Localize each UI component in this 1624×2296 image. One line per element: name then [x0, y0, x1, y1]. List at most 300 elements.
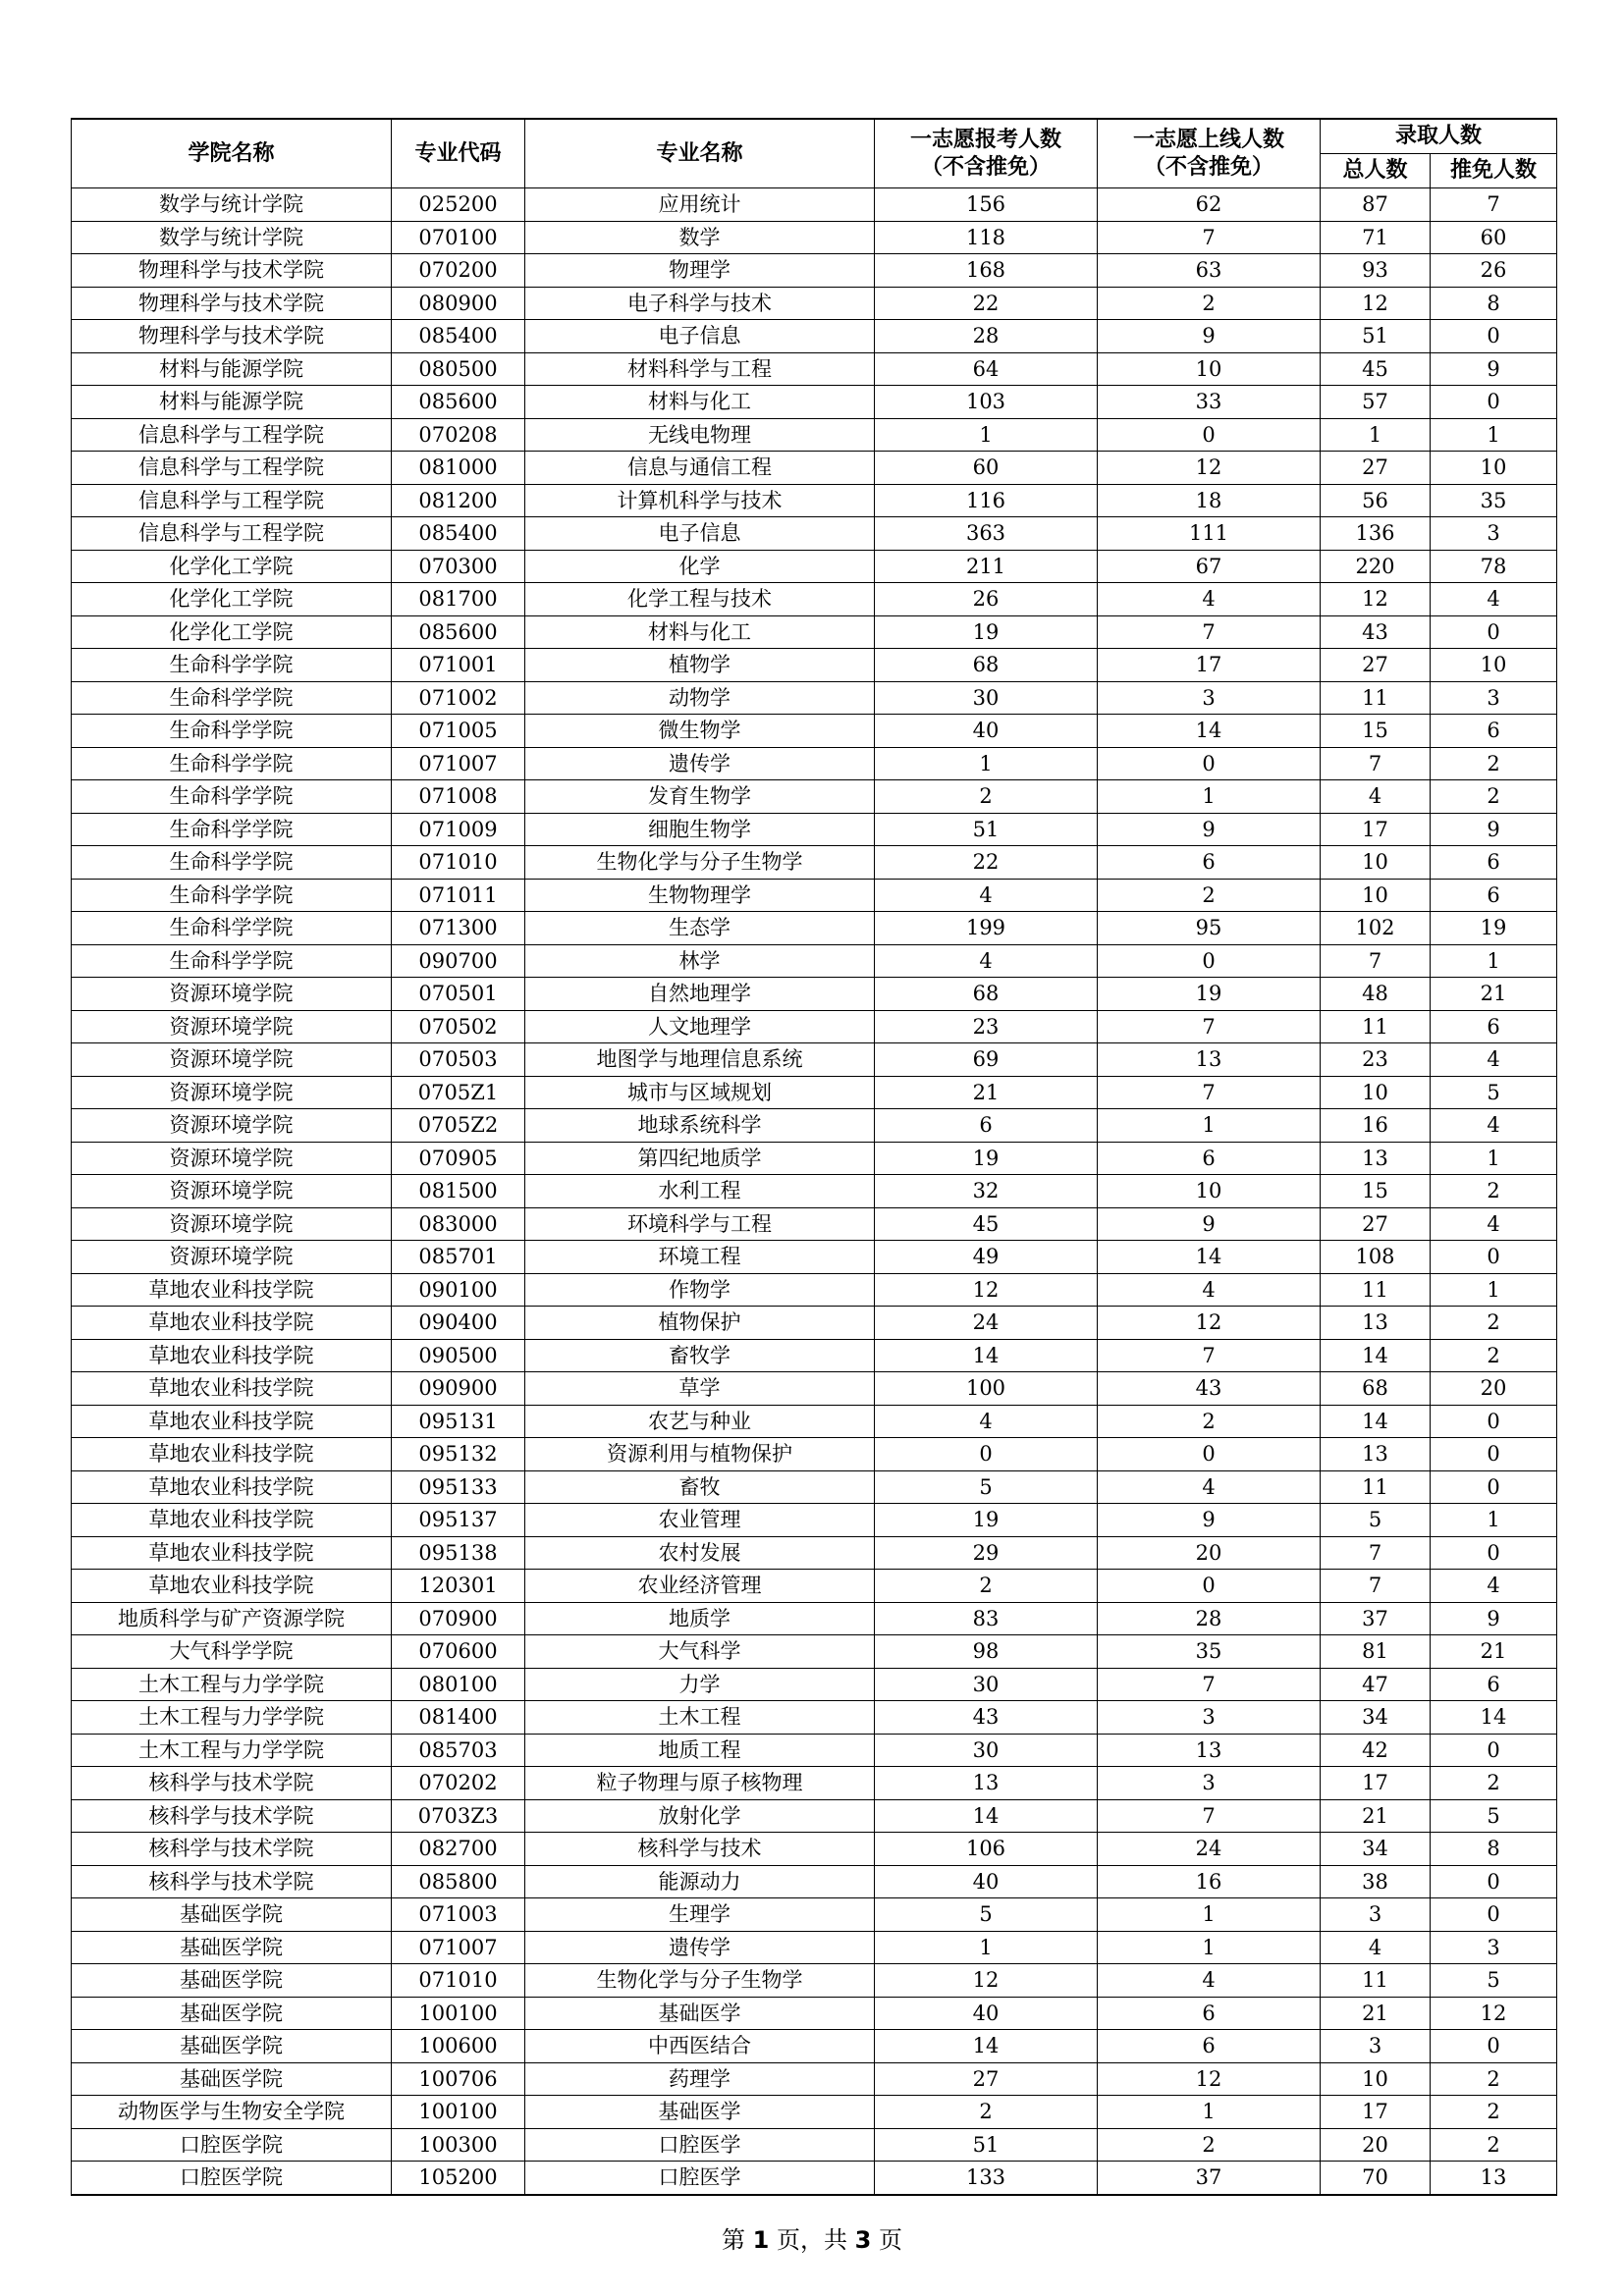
cell-college: 土木工程与力学学院	[72, 1734, 392, 1767]
cell-college: 信息科学与工程学院	[72, 452, 392, 485]
cell-major-code: 095137	[392, 1504, 525, 1537]
table-row	[72, 1504, 1557, 1537]
table-row	[72, 484, 1557, 517]
cell-admitted-total: 21	[1321, 1799, 1431, 1833]
cell-passed: 4	[1098, 1273, 1321, 1307]
cell-major-name: 资源利用与植物保护	[525, 1438, 875, 1471]
cell-major-name: 化学	[525, 550, 875, 583]
cell-applicants: 83	[875, 1602, 1098, 1635]
cell-passed: 6	[1098, 1997, 1321, 2030]
cell-admitted-exempt: 7	[1431, 188, 1557, 222]
cell-college: 信息科学与工程学院	[72, 484, 392, 517]
cell-major-name: 材料与化工	[525, 615, 875, 649]
cell-passed: 63	[1098, 254, 1321, 288]
cell-major-code: 100706	[392, 2062, 525, 2096]
cell-college: 物理科学与技术学院	[72, 320, 392, 353]
cell-admitted-total: 102	[1321, 912, 1431, 945]
cell-admitted-total: 5	[1321, 1504, 1431, 1537]
cell-major-name: 生理学	[525, 1898, 875, 1932]
table-row	[72, 583, 1557, 616]
cell-admitted-total: 13	[1321, 1307, 1431, 1340]
cell-college: 物理科学与技术学院	[72, 254, 392, 288]
cell-admitted-exempt: 0	[1431, 2030, 1557, 2063]
table-row	[72, 352, 1557, 386]
cell-major-name: 农业经济管理	[525, 1570, 875, 1603]
footer-page-number: 1	[752, 2226, 770, 2254]
cell-major-name: 生物物理学	[525, 879, 875, 912]
cell-admitted-total: 47	[1321, 1668, 1431, 1701]
cell-major-code: 085701	[392, 1241, 525, 1274]
table-row	[72, 1635, 1557, 1669]
cell-admitted-total: 220	[1321, 550, 1431, 583]
cell-major-code: 071002	[392, 681, 525, 715]
cell-admitted-exempt: 14	[1431, 1701, 1557, 1735]
cell-passed: 6	[1098, 846, 1321, 880]
cell-major-name: 草学	[525, 1372, 875, 1406]
cell-admitted-exempt: 2	[1431, 1175, 1557, 1208]
cell-admitted-total: 1	[1321, 418, 1431, 452]
cell-applicants: 1	[875, 747, 1098, 780]
cell-admitted-exempt: 4	[1431, 1207, 1557, 1241]
table-row	[72, 1043, 1557, 1077]
cell-major-code: 081700	[392, 583, 525, 616]
table-row	[72, 1931, 1557, 1964]
cell-major-code: 070503	[392, 1043, 525, 1077]
cell-major-code: 120301	[392, 1570, 525, 1603]
cell-major-code: 071300	[392, 912, 525, 945]
cell-major-code: 095132	[392, 1438, 525, 1471]
cell-passed: 12	[1098, 2062, 1321, 2096]
table-row	[72, 1438, 1557, 1471]
cell-passed: 2	[1098, 879, 1321, 912]
cell-passed: 4	[1098, 1470, 1321, 1504]
table-row	[72, 1076, 1557, 1109]
cell-applicants: 68	[875, 649, 1098, 682]
table-row	[72, 1898, 1557, 1932]
cell-admitted-exempt: 2	[1431, 2096, 1557, 2129]
cell-passed: 12	[1098, 452, 1321, 485]
cell-major-code: 085600	[392, 615, 525, 649]
cell-passed: 37	[1098, 2162, 1321, 2195]
cell-college: 动物医学与生物安全学院	[72, 2096, 392, 2129]
table-row	[72, 1109, 1557, 1143]
cell-admitted-exempt: 6	[1431, 1010, 1557, 1043]
cell-major-name: 核科学与技术	[525, 1833, 875, 1866]
cell-applicants: 156	[875, 188, 1098, 222]
table-row	[72, 2162, 1557, 2195]
cell-college: 数学与统计学院	[72, 221, 392, 254]
cell-college: 资源环境学院	[72, 1241, 392, 1274]
cell-admitted-total: 38	[1321, 1865, 1431, 1898]
cell-major-name: 材料与化工	[525, 386, 875, 419]
cell-passed: 28	[1098, 1602, 1321, 1635]
cell-passed: 95	[1098, 912, 1321, 945]
cell-passed: 2	[1098, 287, 1321, 320]
table-row	[72, 2096, 1557, 2129]
cell-admitted-exempt: 0	[1431, 320, 1557, 353]
cell-major-name: 遗传学	[525, 1931, 875, 1964]
cell-passed: 24	[1098, 1833, 1321, 1866]
cell-admitted-exempt: 0	[1431, 1241, 1557, 1274]
cell-admitted-total: 7	[1321, 747, 1431, 780]
cell-college: 生命科学学院	[72, 846, 392, 880]
table-row	[72, 2030, 1557, 2063]
table-row	[72, 550, 1557, 583]
cell-admitted-total: 10	[1321, 879, 1431, 912]
cell-major-name: 电子信息	[525, 517, 875, 551]
cell-passed: 19	[1098, 978, 1321, 1011]
cell-admitted-total: 17	[1321, 813, 1431, 846]
cell-admitted-total: 81	[1321, 1635, 1431, 1669]
cell-applicants: 4	[875, 879, 1098, 912]
cell-major-name: 农业管理	[525, 1504, 875, 1537]
cell-major-code: 080900	[392, 287, 525, 320]
cell-applicants: 6	[875, 1109, 1098, 1143]
table-row	[72, 1570, 1557, 1603]
cell-passed: 1	[1098, 2096, 1321, 2129]
cell-major-name: 地质工程	[525, 1734, 875, 1767]
table-row	[72, 1405, 1557, 1438]
header-passed-line2: （不含推免）	[1143, 154, 1273, 180]
cell-applicants: 13	[875, 1767, 1098, 1800]
cell-applicants: 1	[875, 1931, 1098, 1964]
cell-major-name: 数学	[525, 221, 875, 254]
cell-college: 基础医学院	[72, 2030, 392, 2063]
cell-passed: 7	[1098, 221, 1321, 254]
cell-admitted-exempt: 8	[1431, 287, 1557, 320]
cell-admitted-exempt: 9	[1431, 813, 1557, 846]
cell-major-code: 071001	[392, 649, 525, 682]
cell-major-code: 085600	[392, 386, 525, 419]
cell-applicants: 1	[875, 418, 1098, 452]
header-college: 学院名称	[72, 119, 392, 188]
cell-major-code: 100300	[392, 2128, 525, 2162]
cell-passed: 62	[1098, 188, 1321, 222]
table-row	[72, 1372, 1557, 1406]
table-row	[72, 188, 1557, 222]
cell-college: 核科学与技术学院	[72, 1833, 392, 1866]
footer-total-pages: 3	[854, 2226, 872, 2254]
cell-admitted-total: 17	[1321, 1767, 1431, 1800]
cell-passed: 7	[1098, 1668, 1321, 1701]
cell-applicants: 69	[875, 1043, 1098, 1077]
cell-admitted-total: 108	[1321, 1241, 1431, 1274]
cell-admitted-exempt: 4	[1431, 1043, 1557, 1077]
cell-admitted-exempt: 1	[1431, 1273, 1557, 1307]
cell-major-name: 土木工程	[525, 1701, 875, 1735]
cell-college: 草地农业科技学院	[72, 1405, 392, 1438]
cell-admitted-exempt: 0	[1431, 1865, 1557, 1898]
cell-passed: 17	[1098, 649, 1321, 682]
cell-college: 草地农业科技学院	[72, 1372, 392, 1406]
cell-major-name: 应用统计	[525, 188, 875, 222]
page-footer	[0, 2220, 1624, 2255]
cell-admitted-exempt: 60	[1431, 221, 1557, 254]
cell-applicants: 51	[875, 2128, 1098, 2162]
cell-admitted-exempt: 1	[1431, 1142, 1557, 1175]
cell-major-name: 基础医学	[525, 2096, 875, 2129]
cell-admitted-total: 51	[1321, 320, 1431, 353]
cell-admitted-exempt: 2	[1431, 1767, 1557, 1800]
table-row	[72, 221, 1557, 254]
cell-passed: 9	[1098, 1504, 1321, 1537]
cell-passed: 2	[1098, 1405, 1321, 1438]
cell-major-name: 林学	[525, 944, 875, 978]
cell-passed: 7	[1098, 615, 1321, 649]
cell-admitted-total: 11	[1321, 1964, 1431, 1998]
cell-college: 资源环境学院	[72, 1109, 392, 1143]
cell-applicants: 2	[875, 1570, 1098, 1603]
cell-applicants: 116	[875, 484, 1098, 517]
cell-admitted-exempt: 2	[1431, 1339, 1557, 1372]
table-row	[72, 879, 1557, 912]
cell-major-name: 物理学	[525, 254, 875, 288]
cell-admitted-total: 34	[1321, 1833, 1431, 1866]
cell-major-code: 071007	[392, 747, 525, 780]
cell-college: 生命科学学院	[72, 715, 392, 748]
cell-major-name: 作物学	[525, 1273, 875, 1307]
cell-admitted-exempt: 0	[1431, 1438, 1557, 1471]
footer-suffix: 页	[871, 2226, 902, 2254]
cell-major-name: 植物保护	[525, 1307, 875, 1340]
table-row	[72, 1536, 1557, 1570]
cell-admitted-total: 68	[1321, 1372, 1431, 1406]
cell-passed: 3	[1098, 1701, 1321, 1735]
cell-major-name: 电子信息	[525, 320, 875, 353]
cell-major-name: 信息与通信工程	[525, 452, 875, 485]
cell-major-code: 100100	[392, 1997, 525, 2030]
cell-passed: 14	[1098, 1241, 1321, 1274]
cell-admitted-exempt: 0	[1431, 615, 1557, 649]
cell-major-code: 071005	[392, 715, 525, 748]
cell-applicants: 4	[875, 944, 1098, 978]
cell-applicants: 12	[875, 1273, 1098, 1307]
table-row	[72, 1701, 1557, 1735]
table-row	[72, 452, 1557, 485]
table-body	[72, 188, 1557, 2195]
cell-major-code: 090500	[392, 1339, 525, 1372]
cell-college: 数学与统计学院	[72, 188, 392, 222]
cell-admitted-total: 21	[1321, 1997, 1431, 2030]
cell-applicants: 14	[875, 1799, 1098, 1833]
cell-admitted-total: 15	[1321, 715, 1431, 748]
cell-passed: 13	[1098, 1043, 1321, 1077]
cell-admitted-total: 45	[1321, 352, 1431, 386]
cell-major-code: 090700	[392, 944, 525, 978]
table-row	[72, 418, 1557, 452]
cell-college: 基础医学院	[72, 1964, 392, 1998]
footer-middle: 页，共	[769, 2226, 855, 2254]
cell-college: 土木工程与力学学院	[72, 1701, 392, 1735]
cell-major-code: 071009	[392, 813, 525, 846]
cell-major-name: 粒子物理与原子核物理	[525, 1767, 875, 1800]
cell-passed: 3	[1098, 681, 1321, 715]
cell-applicants: 21	[875, 1076, 1098, 1109]
cell-admitted-total: 10	[1321, 2062, 1431, 2096]
cell-admitted-total: 93	[1321, 254, 1431, 288]
cell-college: 材料与能源学院	[72, 386, 392, 419]
cell-major-name: 材料科学与工程	[525, 352, 875, 386]
cell-admitted-exempt: 4	[1431, 583, 1557, 616]
cell-admitted-total: 70	[1321, 2162, 1431, 2195]
cell-major-name: 自然地理学	[525, 978, 875, 1011]
cell-applicants: 19	[875, 1504, 1098, 1537]
cell-applicants: 19	[875, 1142, 1098, 1175]
cell-admitted-total: 10	[1321, 1076, 1431, 1109]
cell-admitted-total: 56	[1321, 484, 1431, 517]
cell-applicants: 2	[875, 2096, 1098, 2129]
cell-admitted-total: 34	[1321, 1701, 1431, 1735]
table-row	[72, 1602, 1557, 1635]
cell-passed: 9	[1098, 320, 1321, 353]
cell-admitted-exempt: 9	[1431, 352, 1557, 386]
header-major-code: 专业代码	[392, 119, 525, 188]
cell-applicants: 23	[875, 1010, 1098, 1043]
cell-passed: 33	[1098, 386, 1321, 419]
cell-college: 基础医学院	[72, 2062, 392, 2096]
cell-applicants: 27	[875, 2062, 1098, 2096]
cell-applicants: 60	[875, 452, 1098, 485]
cell-admitted-exempt: 20	[1431, 1372, 1557, 1406]
cell-admitted-exempt: 6	[1431, 879, 1557, 912]
table-row	[72, 649, 1557, 682]
cell-major-name: 第四纪地质学	[525, 1142, 875, 1175]
cell-applicants: 19	[875, 615, 1098, 649]
cell-major-code: 025200	[392, 188, 525, 222]
cell-college: 土木工程与力学学院	[72, 1668, 392, 1701]
cell-major-name: 环境科学与工程	[525, 1207, 875, 1241]
cell-major-name: 细胞生物学	[525, 813, 875, 846]
cell-college: 草地农业科技学院	[72, 1470, 392, 1504]
cell-major-code: 090400	[392, 1307, 525, 1340]
cell-applicants: 168	[875, 254, 1098, 288]
table-row	[72, 978, 1557, 1011]
cell-admitted-exempt: 8	[1431, 1833, 1557, 1866]
table-row	[72, 1734, 1557, 1767]
cell-passed: 0	[1098, 418, 1321, 452]
cell-applicants: 12	[875, 1964, 1098, 1998]
cell-major-code: 081500	[392, 1175, 525, 1208]
cell-admitted-total: 13	[1321, 1438, 1431, 1471]
cell-admitted-exempt: 26	[1431, 254, 1557, 288]
cell-applicants: 28	[875, 320, 1098, 353]
header-applicants-line2: （不含推免）	[920, 154, 1051, 180]
cell-major-code: 070905	[392, 1142, 525, 1175]
cell-major-name: 人文地理学	[525, 1010, 875, 1043]
cell-major-code: 0705Z1	[392, 1076, 525, 1109]
cell-admitted-exempt: 1	[1431, 1504, 1557, 1537]
cell-admitted-total: 37	[1321, 1602, 1431, 1635]
cell-major-name: 药理学	[525, 2062, 875, 2096]
cell-admitted-total: 12	[1321, 583, 1431, 616]
cell-passed: 1	[1098, 1109, 1321, 1143]
cell-major-code: 071003	[392, 1898, 525, 1932]
cell-applicants: 0	[875, 1438, 1098, 1471]
cell-applicants: 24	[875, 1307, 1098, 1340]
cell-admitted-exempt: 78	[1431, 550, 1557, 583]
cell-major-code: 085703	[392, 1734, 525, 1767]
cell-college: 资源环境学院	[72, 1010, 392, 1043]
admissions-table	[71, 118, 1557, 2196]
cell-applicants: 49	[875, 1241, 1098, 1274]
table-row	[72, 1207, 1557, 1241]
cell-passed: 18	[1098, 484, 1321, 517]
table-row	[72, 1470, 1557, 1504]
cell-college: 草地农业科技学院	[72, 1339, 392, 1372]
cell-major-code: 080100	[392, 1668, 525, 1701]
cell-applicants: 106	[875, 1833, 1098, 1866]
cell-admitted-exempt: 2	[1431, 2128, 1557, 2162]
cell-admitted-exempt: 0	[1431, 1734, 1557, 1767]
cell-major-name: 农村发展	[525, 1536, 875, 1570]
cell-college: 生命科学学院	[72, 813, 392, 846]
cell-admitted-exempt: 1	[1431, 944, 1557, 978]
cell-major-name: 地球系统科学	[525, 1109, 875, 1143]
cell-major-name: 生态学	[525, 912, 875, 945]
cell-major-code: 082700	[392, 1833, 525, 1866]
cell-admitted-exempt: 2	[1431, 780, 1557, 814]
cell-admitted-total: 12	[1321, 287, 1431, 320]
cell-major-code: 083000	[392, 1207, 525, 1241]
cell-admitted-exempt: 0	[1431, 1536, 1557, 1570]
cell-passed: 7	[1098, 1339, 1321, 1372]
cell-admitted-exempt: 4	[1431, 1570, 1557, 1603]
cell-major-code: 071010	[392, 1964, 525, 1998]
cell-major-name: 口腔医学	[525, 2162, 875, 2195]
cell-college: 信息科学与工程学院	[72, 418, 392, 452]
cell-college: 生命科学学院	[72, 879, 392, 912]
cell-applicants: 40	[875, 1865, 1098, 1898]
cell-college: 资源环境学院	[72, 1076, 392, 1109]
cell-passed: 1	[1098, 780, 1321, 814]
cell-major-name: 城市与区域规划	[525, 1076, 875, 1109]
cell-admitted-total: 7	[1321, 944, 1431, 978]
cell-passed: 13	[1098, 1734, 1321, 1767]
cell-major-name: 计算机科学与技术	[525, 484, 875, 517]
table-row	[72, 615, 1557, 649]
cell-major-name: 基础医学	[525, 1997, 875, 2030]
cell-major-code: 071010	[392, 846, 525, 880]
cell-college: 资源环境学院	[72, 1043, 392, 1077]
cell-college: 生命科学学院	[72, 912, 392, 945]
cell-admitted-exempt: 10	[1431, 452, 1557, 485]
table-row	[72, 912, 1557, 945]
cell-major-code: 071011	[392, 879, 525, 912]
cell-admitted-exempt: 0	[1431, 386, 1557, 419]
cell-applicants: 199	[875, 912, 1098, 945]
cell-college: 地质科学与矿产资源学院	[72, 1602, 392, 1635]
cell-major-code: 081200	[392, 484, 525, 517]
table-row	[72, 2062, 1557, 2096]
cell-admitted-exempt: 2	[1431, 747, 1557, 780]
cell-major-name: 无线电物理	[525, 418, 875, 452]
cell-applicants: 68	[875, 978, 1098, 1011]
cell-passed: 0	[1098, 944, 1321, 978]
cell-major-code: 071008	[392, 780, 525, 814]
cell-admitted-total: 11	[1321, 681, 1431, 715]
cell-major-name: 力学	[525, 1668, 875, 1701]
cell-admitted-total: 4	[1321, 780, 1431, 814]
cell-applicants: 118	[875, 221, 1098, 254]
table-row	[72, 1799, 1557, 1833]
table-row	[72, 1668, 1557, 1701]
cell-admitted-exempt: 21	[1431, 1635, 1557, 1669]
cell-admitted-total: 48	[1321, 978, 1431, 1011]
cell-applicants: 2	[875, 780, 1098, 814]
cell-major-name: 地图学与地理信息系统	[525, 1043, 875, 1077]
cell-passed: 4	[1098, 1964, 1321, 1998]
cell-admitted-exempt: 12	[1431, 1997, 1557, 2030]
